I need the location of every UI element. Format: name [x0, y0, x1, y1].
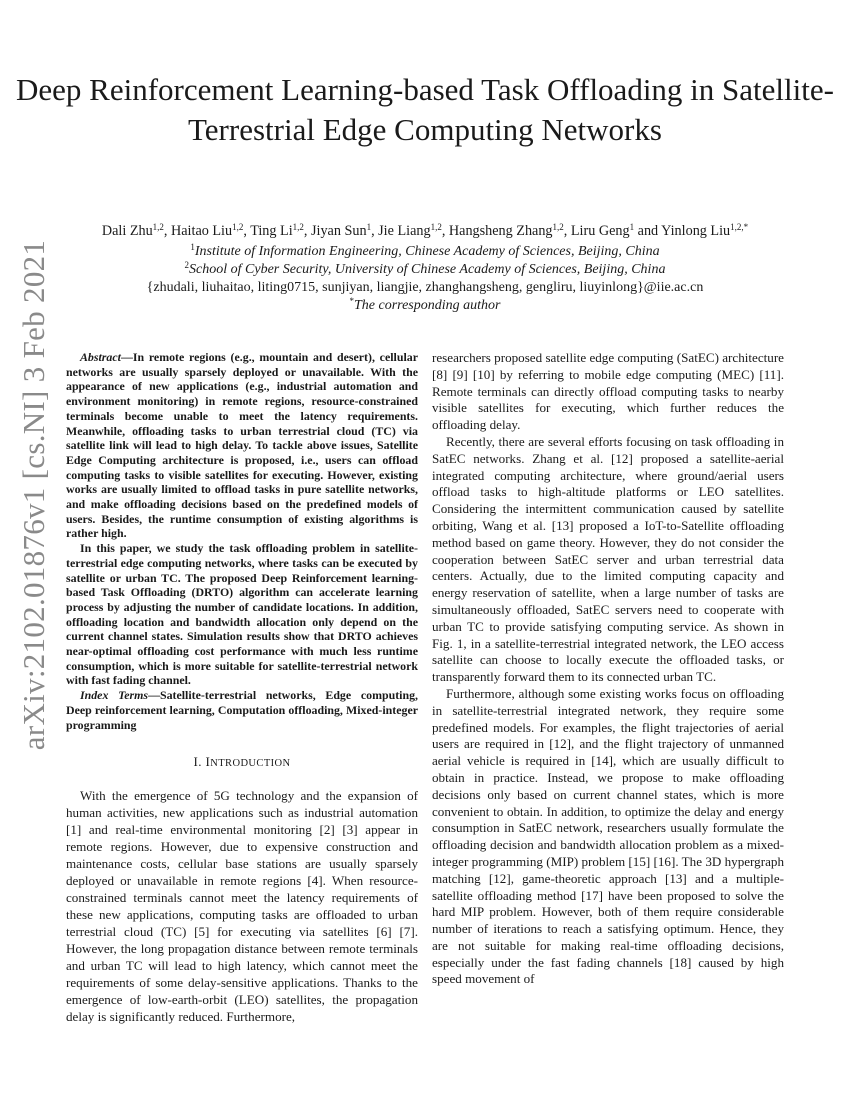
affiliation-text: Institute of Information Engineering, Chinese Academy of Sciences, Beijing, China — [194, 244, 660, 259]
author-affiliation-mark: 1 — [629, 222, 635, 232]
affiliation-2 — [0, 260, 850, 279]
abstract-text: —In remote regions (e.g., mountain and desert), cellular networks are usually sparsely deployed or unavailable. With the appearance of new applications (e.g., industrial automation and environment monitoring) in remote regions, resource-constrained terminals become unable to meet the latency requirements. Meanwhile, offloading tasks to urban terrestrial cloud (TC) via satellite link will lead to high delay. To tackle above issues, Satellite Edge Computing architecture is proposed, i.e., users can offload computing tasks to visible satellites for executing. However, existing works are usually limited to offload tasks in pure satellite networks, and make offloading decisions based on the predefined models of users. Besides, the runtime consumption of existing algorithms is rather high. — [66, 350, 418, 541]
author-name: Yinlong Liu — [661, 223, 731, 239]
paper-title: Deep Reinforcement Learning-based Task Offloading in Satellite-Terrestrial Edge Computing Networks — [16, 72, 834, 147]
affiliation-mark: 2 — [184, 260, 190, 270]
corresponding-author-note — [0, 296, 850, 315]
arxiv-id-text: arXiv:2102.01876v1 [cs.NI] 3 Feb 2021 — [16, 239, 51, 751]
author-name: Hangsheng Zhang — [448, 223, 553, 239]
author-name: Haitao Liu — [171, 223, 233, 239]
author-affiliation-mark: 1 — [366, 222, 372, 232]
author-emails: {zhudali, liuhaitao, liting0715, sunjiyan, liangjie, zhanghangsheng, gengliru, liuyinlong}@iie.ac.cn — [146, 280, 704, 295]
intro-paragraph-continued: researchers proposed satellite edge computing (SatEC) architecture [8] [9] [10] by referring to mobile edge computing (MEC) [11]. Remote terminals can directly offload computing tasks to nearby visible satellites for executing, which further reduces the offloading delay. — [432, 350, 784, 433]
abstract — [66, 350, 418, 732]
corresponding-text: The corresponding author — [354, 298, 501, 313]
abstract-paragraph-1 — [66, 350, 418, 541]
section-heading-introduction — [66, 754, 418, 773]
arxiv-identifier-stamp — [14, 239, 54, 751]
author-list: Dali Zhu$^{1,2}$, Haitao Liu$^{1,2}$, Ting Li$^{1,2}$, Jiyan Sun$^1$, Jie Liang$^{1,2}$, Hangsheng Zhang$^{1,2}$, Liru Geng$^1$ and Yinlong Liu$^{1,2,*}$ — [101, 222, 749, 239]
section-numeral: I. — [193, 754, 206, 770]
author-affiliation-mark: 1,2 — [232, 222, 244, 232]
author-name: Liru Geng — [570, 223, 630, 239]
abstract-paragraph-2: In this paper, we study the task offloading problem in satellite-terrestrial edge computing networks, where tasks can be executed by satellite or urban TC. The proposed Deep Reinforcement learning-based Task Offloading (DRTO) algorithm can accelerate learning process by adjusting the number of candidate locations. In addition, offloading location and bandwidth allocation only depend on the current channel states. Simulation results show that DRTO achieves near-optimal offloading cost performance with much less runtime consumption, which is more suitable for satellite-terrestrial network with fast fading channel. — [66, 541, 418, 688]
author-affiliation-mark: 1,2,* — [730, 222, 749, 232]
intro-paragraph-3: Furthermore, although some existing works focus on offloading in satellite-terrestrial integrated network, they require some predefined models. For examples, the flight trajectories of aerial users are required in [12], and the flight trajectory of unmanned aerial vehicle is required in [14], which are usually difficult to obtain in practice. Instead, we propose to make offloading decisions only based on current channel states, which is more convenient to obtain. In addition, to optimize the delay and energy consumption in SatEC network, researchers usually formulate the offloading decision and bandwidth allocation problem as a mixed-integer programming (MIP) problem [15] [16]. The 3D hypergraph matching [12], game-theoretic approach [13] and a multiple-satellite offloading method [17] have been proposed to solve the hard MIP problem. However, both of them require considerable number of iterations to reach a satisfying optimum. Hence, they are not suitable for making real-time offloading decisions, especially under the fast fading channels [18] caused by high speed movement of — [432, 685, 784, 987]
author-affiliation-mark: 1,2 — [152, 222, 164, 232]
affiliation-text: School of Cyber Security, University of Chinese Academy of Sciences, Beijing, China — [189, 262, 666, 277]
author-affiliation-mark: 1,2 — [430, 222, 442, 232]
affiliation-1 — [0, 242, 850, 261]
author-affiliation-mark: 1,2 — [292, 222, 304, 232]
section-title-rest: NTRODUCTION — [210, 758, 291, 770]
affiliation-mark: 1 — [190, 242, 195, 252]
corresponding-mark: * — [349, 296, 354, 306]
author-affiliation-mark: 1,2 — [552, 222, 564, 232]
author-name: Ting Li — [250, 223, 293, 239]
author-name: Jie Liang — [378, 223, 431, 239]
index-terms-label: Index Terms — [80, 688, 149, 703]
intro-paragraph-2: Recently, there are several efforts focusing on task offloading in SatEC networks. Zhang et al. [12] proposed a satellite-aerial integrated computing architecture, where ground/aerial users offload tasks to high-altitude platforms or LEO satellites. Considering the intermittent communication caused by satellite orbiting, Wang et al. [13] proposed a IoT-to-Satellite offloading method based on game theory. However, they do not consider the cooperation between SatEC server and urban terrestrial data centers. Actually, due to the limited computing capacity and energy reservation of satellite, when a large number of tasks are simultaneously offloaded, SatEC servers need to cooperate with urban TC to provide satisfying computing service. As shown in Fig. 1, in a satellite-terrestrial integrated network, the LEO access satellite can choose to locally execute the offloaded tasks, or transparently forward them to its connected urban TC. — [432, 433, 784, 685]
left-column — [66, 350, 418, 1025]
index-terms-text: —Satellite-terrestrial networks, Edge computing, Deep reinforcement learning, Computation offloading, Mixed-integer programming — [66, 688, 418, 732]
introduction-body — [66, 787, 418, 1025]
intro-paragraph-1: With the emergence of 5G technology and the expansion of human activities, new applications such as industrial automation [1] and real-time environmental monitoring [2] [3] appear in remote regions. However, due to expensive construction and maintenance costs, cellular base stations are usually sparsely deployed or unavailable in remote regions [4]. When resource-constrained terminals cannot meet the latency requirements of these new applications, computing tasks are offloaded to urban terrestrial cloud (TC) [5] for executing via satellites [6] [7]. However, the long propagation distance between remote terminals and urban TC will lead to high latency, which cannot meet the requirements of some delay-sensitive applications. Thanks to the emergence of low-earth-orbit (LEO) satellites, the propagation delay is significantly reduced. Furthermore, — [66, 788, 418, 1025]
right-column — [432, 350, 784, 988]
author-name: Dali Zhu — [101, 223, 153, 239]
author-name: Jiyan Sun — [310, 223, 367, 239]
index-terms — [66, 688, 418, 732]
section-title-first-letter: I — [205, 754, 211, 770]
abstract-label: Abstract — [80, 350, 121, 364]
